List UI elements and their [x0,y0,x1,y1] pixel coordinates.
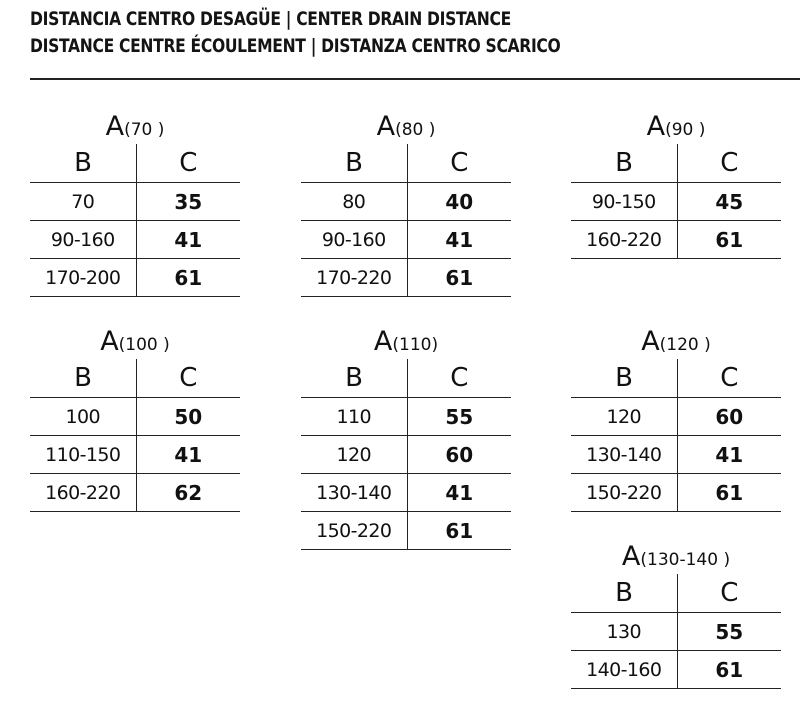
cell-c-value: 61 [677,221,781,259]
table-row [571,398,781,436]
column-header-c: C [677,359,781,398]
cell-b-value: 130-140 [571,436,677,474]
column-header-c: C [407,144,511,183]
cell-c-value: 41 [136,221,240,259]
table-row [30,183,240,221]
table-row [30,259,240,297]
cell-c-value: 61 [677,651,781,689]
table-row [301,259,511,297]
drain-table [301,325,511,550]
drain-distance-table [301,144,511,297]
a-value: (80 ) [395,120,436,140]
a-value: (90 ) [665,120,706,140]
table-row [301,398,511,436]
cell-c-value: 55 [677,613,781,651]
drain-distance-table [30,144,240,297]
cell-c-value: 41 [677,436,781,474]
cell-b-value: 140-160 [571,651,677,689]
table-title [301,110,511,144]
cell-b-value: 170-220 [301,259,407,297]
column-header-c: C [677,574,781,613]
a-value: (130-140 ) [640,550,731,570]
cell-c-value: 41 [407,221,511,259]
cell-b-value: 160-220 [571,221,677,259]
table-header-row [571,574,781,613]
cell-c-value: 40 [407,183,511,221]
cell-b-value: 120 [301,436,407,474]
cell-c-value: 61 [136,259,240,297]
drain-table [30,110,240,297]
a-label: A [646,111,666,142]
cell-b-value: 150-220 [301,512,407,550]
a-label: A [100,326,119,357]
cell-b-value: 110 [301,398,407,436]
column-header-c: C [136,144,240,183]
drain-table [571,110,781,259]
cell-b-value: 100 [30,398,136,436]
drain-distance-table [301,359,511,550]
table-header-row [571,144,781,183]
cell-c-value: 50 [136,398,240,436]
table-header-row [301,359,511,398]
column-header-c: C [677,144,781,183]
column-header-c: C [407,359,511,398]
table-header-row [30,144,240,183]
table-title [301,325,511,359]
cell-c-value: 61 [407,259,511,297]
table-row [30,474,240,512]
column-header-b: B [30,359,136,398]
cell-c-value: 61 [407,512,511,550]
column-header-c: C [136,359,240,398]
a-value: (70 ) [124,120,165,140]
a-value: (110) [392,335,439,355]
table-title [30,325,240,359]
table-title [30,110,240,144]
table-row [571,221,781,259]
cell-b-value: 130 [571,613,677,651]
a-value: (100 ) [118,335,170,355]
cell-b-value: 120 [571,398,677,436]
cell-c-value: 35 [136,183,240,221]
table-header-row [301,144,511,183]
column-header-b: B [571,359,677,398]
table-title [571,110,781,144]
cell-b-value: 110-150 [30,436,136,474]
cell-c-value: 60 [677,398,781,436]
drain-table [301,110,511,297]
header-title-line-2: DISTANCE CENTRE ÉCOULEMENT | DISTANZA CENTRO SCARICO [30,35,561,57]
a-label: A [641,326,660,357]
cell-b-value: 90-150 [571,183,677,221]
a-label: A [105,111,125,142]
table-row [30,398,240,436]
a-label: A [373,326,393,357]
column-header-b: B [301,359,407,398]
cell-c-value: 61 [677,474,781,512]
a-value: (120 ) [659,335,711,355]
cell-c-value: 41 [136,436,240,474]
drain-distance-table [571,574,781,689]
page-header [30,6,800,60]
table-row [301,221,511,259]
table-row [571,651,781,689]
table-row [571,613,781,651]
drain-distance-table [571,359,781,512]
table-row [301,436,511,474]
cell-c-value: 45 [677,183,781,221]
drain-distance-table [30,359,240,512]
header-title-line-1: DISTANCIA CENTRO DESAGÜE | CENTER DRAIN DISTANCE [30,8,511,30]
column-header-b: B [571,144,677,183]
drain-table [571,540,781,689]
table-row [30,436,240,474]
table-title [571,540,781,574]
drain-table [571,325,781,512]
table-row [301,183,511,221]
header-divider [30,78,800,80]
column-header-b: B [30,144,136,183]
cell-b-value: 130-140 [301,474,407,512]
cell-c-value: 62 [136,474,240,512]
cell-c-value: 55 [407,398,511,436]
drain-table [30,325,240,512]
cell-b-value: 170-200 [30,259,136,297]
column-header-b: B [571,574,677,613]
table-row [571,474,781,512]
table-header-row [30,359,240,398]
column-header-b: B [301,144,407,183]
cell-b-value: 80 [301,183,407,221]
table-row [301,474,511,512]
cell-b-value: 70 [30,183,136,221]
cell-b-value: 150-220 [571,474,677,512]
table-row [571,436,781,474]
table-row [571,183,781,221]
cell-b-value: 90-160 [301,221,407,259]
cell-b-value: 90-160 [30,221,136,259]
drain-distance-table [571,144,781,259]
a-label: A [376,111,396,142]
cell-c-value: 60 [407,436,511,474]
table-title [571,325,781,359]
cell-c-value: 41 [407,474,511,512]
a-label: A [621,541,641,572]
table-row [301,512,511,550]
cell-b-value: 160-220 [30,474,136,512]
table-header-row [571,359,781,398]
table-row [30,221,240,259]
